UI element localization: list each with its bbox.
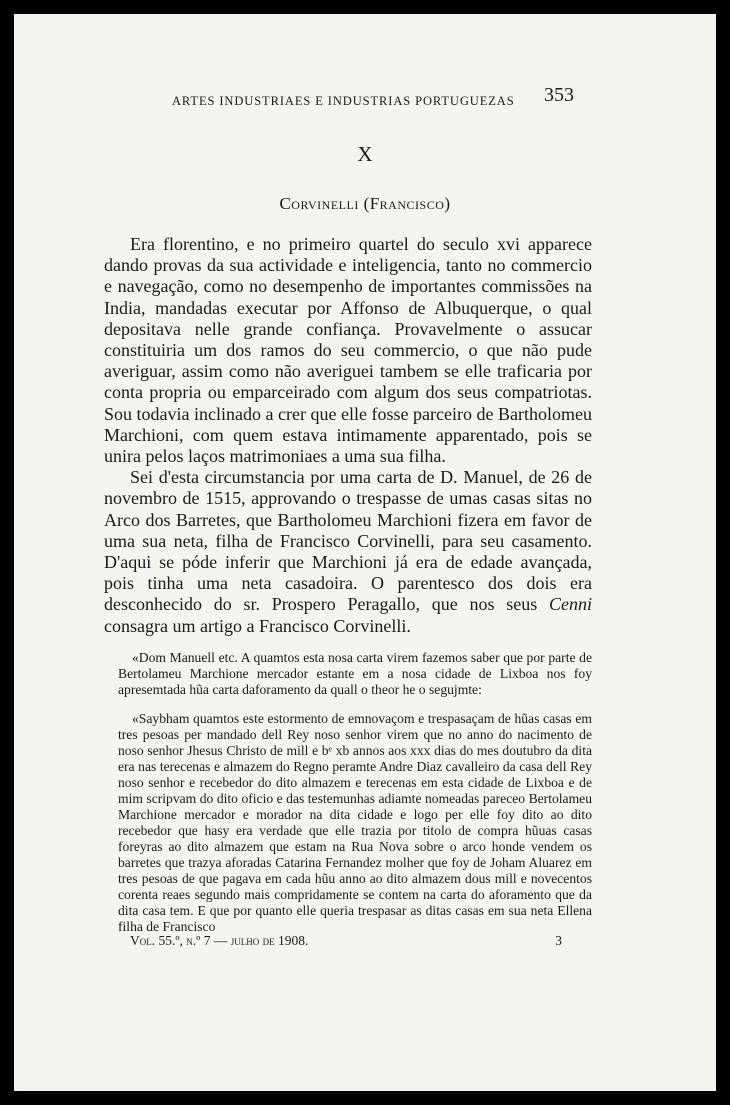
signature-mark: 3 [555, 933, 562, 948]
running-header: ARTES INDUSTRIAES E INDUSTRIAS PORTUGUEZAS [172, 94, 515, 108]
footnote-block [118, 636, 592, 949]
document-page [14, 14, 716, 1091]
cenni-title: Cenni [549, 594, 592, 615]
page-footer [130, 933, 570, 949]
paragraph-2-text: Sei d'esta circumstancia por uma carta de D. Manuel, de 26 de novembro de 1515, approvando o trespasse de umas casas sitas no Arco dos Barretes, que Bartholomeu Marchioni fizera em favor de uma sua neta, filha de Francisco Corvinelli, para seu casamento. D'aqui se póde inferir que Marchioni já era de edade avançada, pois tinha uma neta casadoira. O parentesco dos dois era desconhecido do sr. Prospero Peragallo, que nos seus [104, 467, 592, 615]
paragraph-1: Era florentino, e no primeiro quartel do seculo xvi apparece dando provas da sua actividade e inteligencia, tanto no commercio e navegação, como no desempenho de importantes commissões na India, mandadas executar por Affonso de Albuquerque, o qual depositava nelle grande confiança. Provavelmente o assucar constituiria um dos ramos do seu commercio, o que não pude averiguar, assim como não averiguei tambem se elle traficaria por conta propria ou emparceirado com algum dos seus compatriotas. Sou todavia inclinado a crer que elle fosse parceiro de Bartholomeu Marchioni, com quem estava intimamente apparentado, pois se unira pelos laços matrimoniaes a uma sua filha. [104, 234, 592, 467]
footnote-1: «Dom Manuell etc. A quamtos esta nosa carta virem fazemos saber que por parte de Bertolameu Marchione mercador estante em a nosa cidade de Lixboa nos foy apresemtada hũa carta daforamento da quall o theor he o segujmte: [118, 649, 592, 697]
paragraph-2 [104, 467, 592, 637]
footnote-2: «Saybham quamtos este estormento de emnovaçom e trespasaçam de hũas casas em tres pesoas per mandado dell Rey noso senhor virem que no anno do nacimento de noso senhor Jhesus Christo de mill e bᵉ xb annos aos xxx dias do mes doutubro da dita era nas terecenas e almazem do Regno peramte Andre Diaz cavalleiro da casa dell Rey noso senhor e recebedor do dito almazem e terecenas em esta cidade de Lixboa e de mim scripvam do dito oficio e das testemunhas adiamte nomeadas pareceo Bertolameu Marchione mercador e morador na dita cidade e logo per elle foy dito ao dito recebedor que hasy era verdade que elle trazia por titolo de compra hũuas casas foreyras ao dito almazem que estam na Rua Nova sobre o arco honde vendem os barretes que trazya aforadas Catarina Fernandez molher que foy de Joham Aluarez em tres pesoas de que pagava em cada hũu anno ao dito almazem dous mill e novecentos corenta reaes segundo mais compridamente se contem na carta do aforamento que da dita casa tem. E que por quanto elle queria trespasar as ditas casas em sua neta Ellena filha de Francisco [118, 711, 592, 935]
chapter-number: X [357, 142, 373, 166]
main-text [104, 234, 592, 637]
volume-info: Vol. 55.º, n.º 7 — julho de 1908. [130, 933, 309, 948]
section-title: Corvinelli (Francisco) [279, 194, 451, 213]
page-number: 353 [544, 84, 574, 106]
paragraph-2-tail: consagra um artigo a Francisco Corvinelli. [104, 615, 411, 636]
